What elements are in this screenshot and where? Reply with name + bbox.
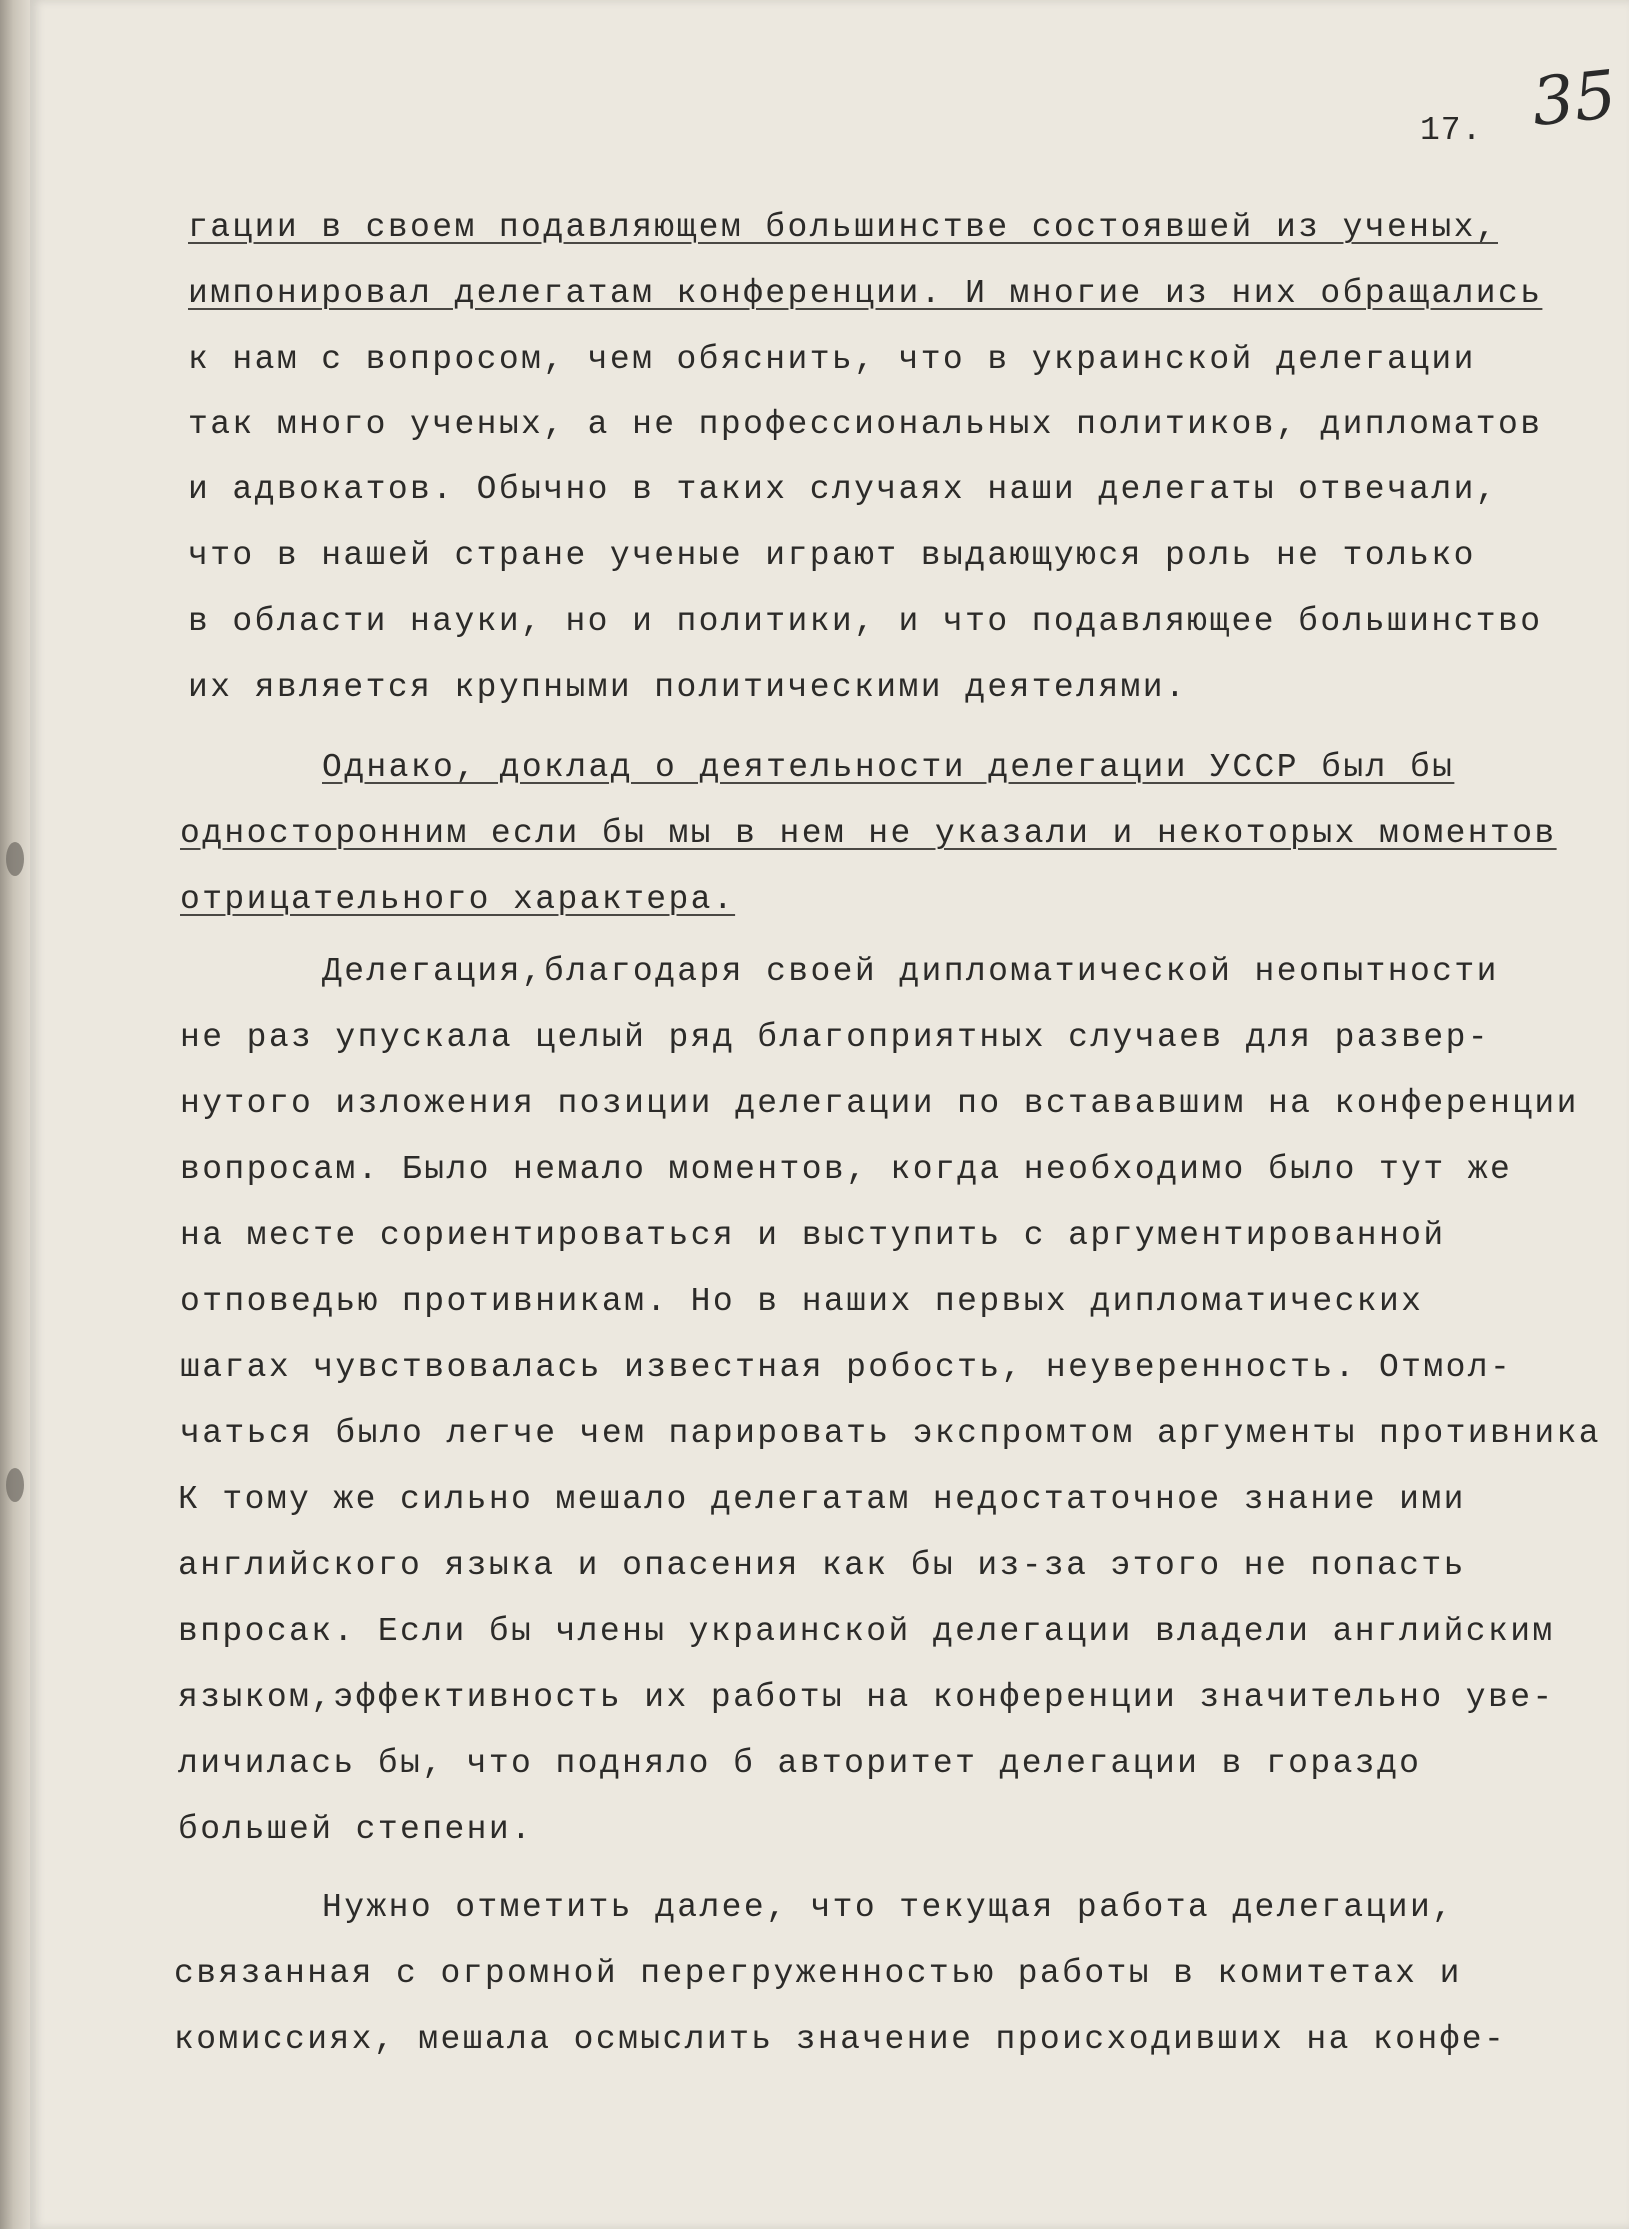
handwritten-folio-number: 35 — [1528, 55, 1620, 142]
binding-edge — [0, 0, 30, 2229]
text-line: так много ученых, а не профессиональных политиков, дипломатов — [188, 406, 1543, 443]
text-line: К тому же сильно мешало делегатам недостаточное знание ими — [178, 1481, 1466, 1518]
text-line: нутого изложения позиции делегации по встававшим на конференции — [180, 1085, 1579, 1122]
text-line: шагах чувствовалась известная робость, неуверенность. Отмол- — [180, 1349, 1513, 1386]
text-line: односторонним если бы мы в нем не указали и некоторых моментов — [180, 815, 1557, 852]
text-line: Нужно отметить далее, что текущая работа делегации, — [322, 1889, 1455, 1926]
text-line: на месте сориентироваться и выступить с аргументированной — [180, 1217, 1446, 1254]
text-line: Однако, доклад о деятельности делегации УССР был бы — [322, 749, 1455, 786]
text-line: вопросам. Было немало моментов, когда необходимо было тут же — [180, 1151, 1513, 1188]
text-line: к нам с вопросом, чем обяснить, что в украинской делегации — [188, 341, 1476, 378]
text-line: их является крупными политическими деятелями. — [188, 669, 1188, 706]
text-line: что в нашей стране ученые играют выдающуюся роль не только — [188, 537, 1476, 574]
text-line: большей степени. — [178, 1811, 534, 1848]
text-line: отрицательного характера. — [180, 881, 736, 918]
text-line: не раз упускала целый ряд благоприятных случаев для развер- — [180, 1019, 1490, 1056]
page-number: 17. — [1420, 112, 1483, 149]
document-page — [30, 0, 1629, 2229]
text-line: личилась бы, что подняло б авторитет делегации в гораздо — [178, 1745, 1422, 1782]
text-line: впросак. Если бы члены украинской делегации владели английским — [178, 1613, 1555, 1650]
text-line: связанная с огромной перегруженностью работы в комитетах и — [174, 1955, 1462, 1992]
binding-hole — [6, 842, 24, 876]
text-line: Делегация,благодаря своей дипломатической неопытности — [322, 953, 1499, 990]
text-line: языком,эффективность их работы на конференции значительно уве- — [178, 1679, 1555, 1716]
text-line: отповедью противникам. Но в наших первых дипломатических — [180, 1283, 1424, 1320]
text-line: английского языка и опасения как бы из-за этого не попасть — [178, 1547, 1466, 1584]
text-line: гации в своем подавляющем большинстве состоявшей из ученых, — [188, 209, 1498, 246]
text-line: чаться было легче чем парировать экспромтом аргументы противника — [180, 1415, 1602, 1452]
text-line: импонировал делегатам конференции. И многие из них обращались — [188, 275, 1543, 312]
text-line: и адвокатов. Обычно в таких случаях наши делегаты отвечали, — [188, 471, 1498, 508]
text-line: комиссиях, мешала осмыслить значение происходивших на конфе- — [174, 2021, 1507, 2058]
text-line: в области науки, но и политики, и что подавляющее большинство — [188, 603, 1543, 640]
binding-hole — [6, 1468, 24, 1502]
